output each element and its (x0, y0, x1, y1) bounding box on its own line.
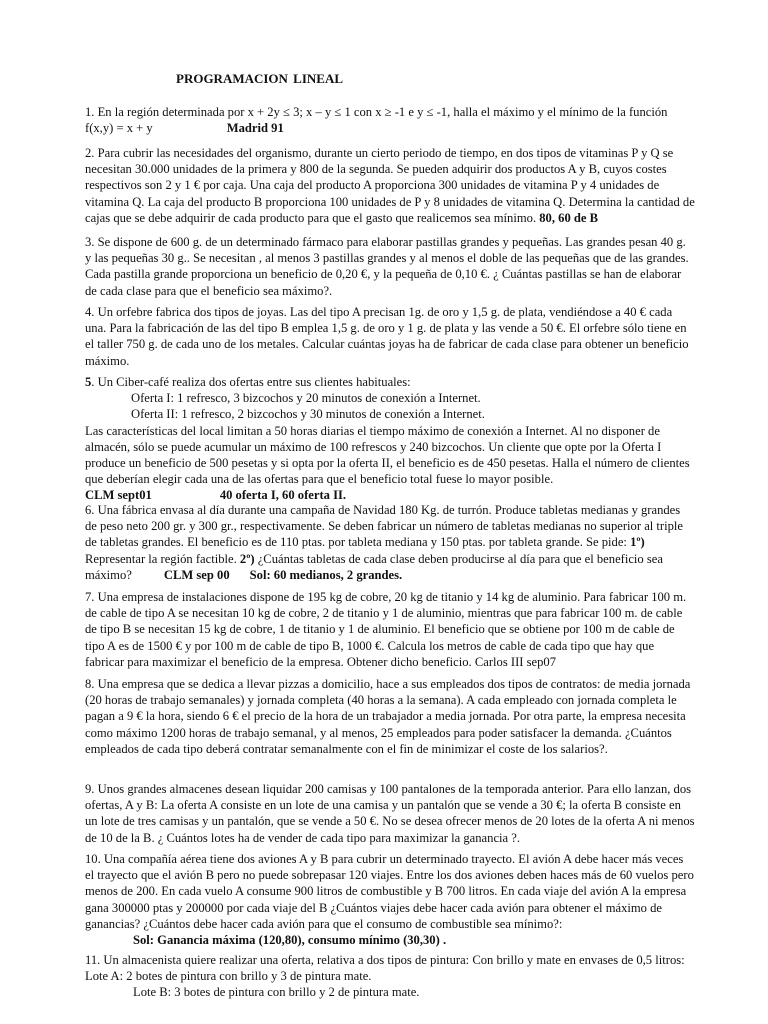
problem-11-text: 11. Un almacenista quiere realizar una oferta, relativa a dos tipos de pintura: Con brillo y mate en envases de 0,5 litros: Lote A: 2 botes de pintura con brillo y 3 de pintura mate. (85, 953, 685, 984)
problem-5-offer-2: Oferta II: 1 refresco, 2 bizcochos y 30 minutos de conexión a Internet. (131, 407, 485, 422)
problem-1-source: Madrid 91 (226, 121, 284, 136)
problem-6-source: CLM sep 00 (163, 567, 230, 582)
problem-4-text: 4. Un orfebre fabrica dos tipos de joyas. Las del tipo A precisan 1g. de oro y 1,5 g. de plata, vendiéndose a 40 € cada una. Para la fabricación de las del tipo B emplea 1,5 g. de oro y 1 g. de plata y las vende a 50 €. El orfebre sólo tiene en el taller 750 g. de cada uno de los metales. Calcular cuántas joyas ha de fabricar de cada clase para obtener un beneficio máximo. (85, 305, 689, 368)
problem-7-text: 7. Una empresa de instalaciones dispone de 195 kg de cobre, 20 kg de titanio y 14 kg de aluminio. Para fabricar 100 m. de cable de tipo A se necesitan 10 kg de cobre, 2 de titanio y 1 de aluminio, mientras que para fabricar 100 m. de cable de tipo B se necesitan 15 kg de cobre, 1 de titanio y 1 de aluminio. El beneficio que se obtiene por 100 m de cable de tipo A es de 1500 € y por 100 m de cable de tipo B, 1000 €. Calcula los metros de cable de cada tipo que hay que fabricar para maximizar el beneficio de la empresa. Obtener dicho beneficio. Carlos III sep07 (85, 590, 687, 669)
problem-5-intro: . Un Ciber-café realiza dos ofertas entre sus clientes habituales: (91, 375, 411, 389)
problem-8 (85, 676, 695, 757)
problem-6-marker-2: 2º) (239, 551, 255, 566)
problem-1-text: 1. En la región determinada por x + 2y ≤ 3; x – y ≤ 1 con x ≥ -1 e y ≤ -1, halla el máximo y el mínimo de la función f(x,y) = x + y (85, 105, 668, 136)
problem-10-text: 10. Una compañía aérea tiene dos aviones A y B para cubrir un determinado trayecto. El avión A debe hacer más veces el trayecto que el avión B pero no puede sobrepasar 120 viajes. Entre los dos aviones deben haces más de 60 vuelos pero menos de 200. En cada vuelo A consume 900 litros de combustible y B 700 litros. En cada viaje del avión A la empresa gana 300000 ptas y 200000 por cada viaje del B ¿Cuántos viajes debe hacer cada avión para obtener el máximo de ganancias? ¿Cuántos debe hacer cada avión para que el consumo de combustible sea mínimo?: (85, 852, 694, 931)
problem-2-text: 2. Para cubrir las necesidades del organismo, durante un cierto periodo de tiempo, en dos tipos de vitaminas P y Q se necesitan 30.000 unidades de la primera y 800 de la segunda. Se pueden adquirir dos productos A y B, cuyos costes respectivos son 2 y 1 € por caja. Una caja del producto A proporciona 300 unidades de vitamina P y 4 unidades de vitamina Q. La caja del producto B proporciona 100 unidades de P y 8 unidades de vitamina Q. Determina la cantidad de cajas que se debe adquirir de cada producto para que el gasto que realicemos sea mínimo. (85, 146, 695, 225)
problem-3-text: 3. Se dispone de 600 g. de un determinado fármaco para elaborar pastillas grandes y pequeñas. Las grandes pesan 40 g. y las pequeñas 30 g.. Se necesitan , al menos 3 pastillas grandes y al menos el doble de las pequeñas que de las grandes. Cada pastilla grande proporciona un beneficio de 0,20 €, y la pequeña de 0,10 €. ¿ Cuántas pastillas se han de elaborar de cada clase para que el beneficio sea máximo?. (85, 235, 689, 298)
problem-1 (85, 104, 695, 136)
problem-10-answer: Sol: Ganancia máxima (120,80), consumo mínimo (30,30) . (133, 933, 447, 948)
problem-2-answer: 80, 60 de B (539, 210, 599, 225)
problem-6-text-3: ¿Cuántas tabletas de cada clase deben producirse al día para que el beneficio sea máximo? (85, 551, 663, 582)
document-title: PROGRAMACION LINEAL (176, 71, 344, 86)
problem-6 (85, 502, 695, 583)
problem-9-text: 9. Unos grandes almacenes desean liquidar 200 camisas y 100 pantalones de la temporada anterior. Para ello lanzan, dos ofertas, A y B: La oferta A consiste en un lote de una camisa y un pantalón que se vende a 30 €; la oferta B consiste en un lote de tres camisas y un pantalón, que se vende a 50 €. No se desea ofrecer menos de 20 lotes de la oferta A ni menos de 10 de la B. ¿ Cuántos lotes ha de vender de cada tipo para maximizar la ganancia ?. (85, 782, 695, 845)
problem-11 (85, 952, 695, 1001)
problem-4 (85, 304, 695, 369)
problem-5 (85, 374, 695, 504)
problem-7 (85, 589, 695, 670)
problem-3 (85, 234, 695, 299)
problem-8-text: 8. Una empresa que se dedica a llevar pizzas a domicilio, hace a sus empleados dos tipos de contratos: de media jornada (20 horas de trabajo semanales) y jornada completa (40 horas a la semana). A cada empleado con jornada completa le pagan a 9 € la hora, siendo 6 € el precio de la hora de un trabajador a media jornada. Por otra parte, la empresa necesita como máximo 1200 horas de trabajo semanal, y al menos, 25 empleados para poder satisfacer la demanda. ¿Cuántos empleados de cada tipo deberá contratar semanalmente con el fin de minimizar el coste de los salarios?. (85, 677, 691, 756)
problem-6-text-2: Representar la región factible. (85, 551, 240, 566)
problem-5-source: CLM sept01 (85, 488, 152, 503)
problem-2 (85, 145, 695, 226)
problem-5-number: 5 (85, 375, 92, 389)
problem-11-lot-b: Lote B: 3 botes de pintura con brillo y 2 de pintura mate. (133, 985, 420, 1000)
problem-5-offer-1: Oferta I: 1 refresco, 3 bizcochos y 20 minutos de conexión a Internet. (131, 391, 481, 406)
problem-10 (85, 851, 695, 948)
problem-5-answer: 40 oferta I, 60 oferta II. (219, 488, 347, 503)
problem-6-marker-1: 1º) (630, 535, 645, 550)
problem-6-text-1: 6. Una fábrica envasa al día durante una campaña de Navidad 180 Kg. de turrón. Produce tabletas medianas y grandes de peso neto 200 gr. y 300 gr., respectivamente. Se deben fabricar un número de tabletas medianas no superior al triple de tabletas grandes. El beneficio es de 110 ptas. por tableta mediana y 150 ptas. por tableta grande. Se pide: (85, 503, 684, 550)
problem-5-body: Las características del local limitan a 50 horas diarias el tiempo máximo de conexión a Internet. Al no disponer de almacén, sólo se puede acumular un máximo de 100 refrescos y 240 bizcochos. Un cliente que opte por la Oferta I produce un beneficio de 500 pesetas y si opta por la oferta II, el beneficio es de 450 pesetas. Halla el número de clientes que deberían elegir cada una de las ofertas para que el beneficio total fuese lo mayor posible. (85, 423, 690, 487)
problem-6-answer: Sol: 60 medianos, 2 grandes. (249, 567, 403, 582)
problem-9 (85, 781, 695, 846)
